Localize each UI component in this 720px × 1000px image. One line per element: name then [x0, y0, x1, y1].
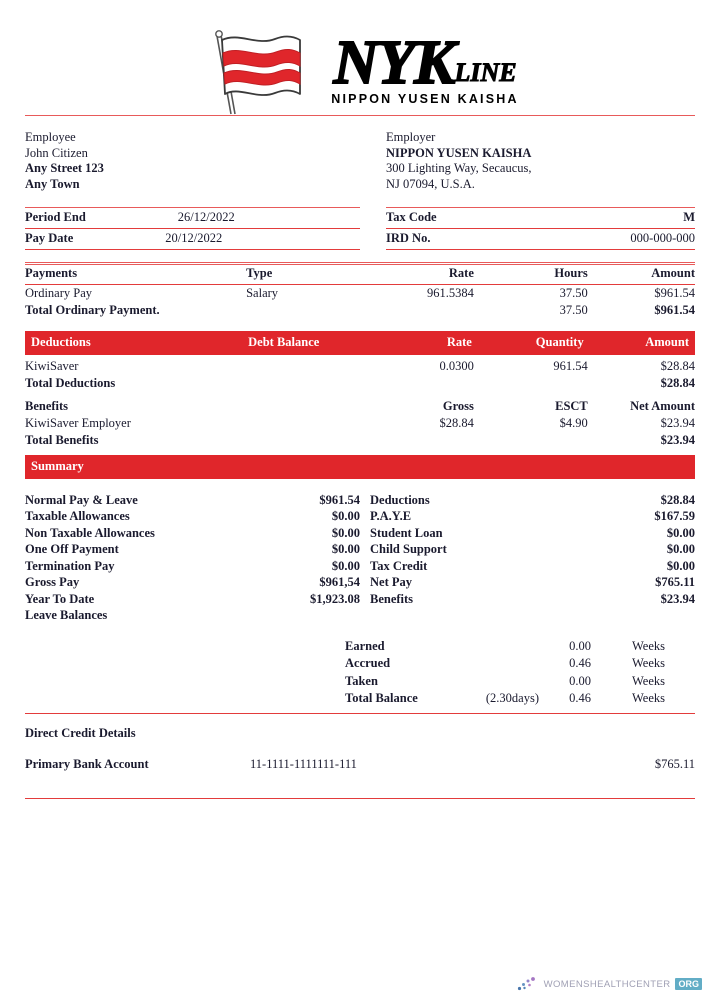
nyk-flag-icon — [201, 26, 313, 118]
ird-row — [386, 229, 695, 250]
summary-left-value-6: $1,923.08 — [310, 591, 360, 606]
summary-left-value-3: $0.00 — [331, 542, 360, 556]
payments-header-type: Type — [246, 266, 273, 280]
benefits-total-row — [25, 432, 695, 449]
leave-row-value-3: 0.46 — [569, 691, 591, 705]
summary-left-label-3: One Off Payment — [25, 542, 119, 556]
employer-address-1: 300 Lighting Way, Secaucus, — [386, 161, 532, 175]
table-row — [345, 690, 665, 708]
benefits-header-gross: Gross — [442, 398, 474, 413]
summary-left-value-2: $0.00 — [331, 525, 360, 540]
table-row — [25, 284, 695, 302]
tax-code-value: M — [683, 210, 695, 224]
summary-right-value-6: $23.94 — [660, 591, 695, 606]
employee-block — [25, 130, 360, 250]
deductions-total-amount: $28.84 — [660, 375, 695, 390]
summary-item — [370, 525, 695, 542]
summary-right-value-5: $765.11 — [655, 575, 695, 589]
payment-row-rate: 961.5384 — [427, 285, 474, 300]
leave-row-unit-0: Weeks — [631, 638, 665, 653]
benefit-row-name: KiwiSaver Employer — [25, 415, 131, 430]
benefits-header-row — [25, 398, 695, 415]
payments-total-label: Total Ordinary Payment. — [25, 302, 160, 317]
summary-left-label-7: Leave Balances — [25, 608, 108, 622]
summary-item — [25, 591, 360, 608]
period-end-label: Period End — [25, 210, 86, 224]
payments-section — [25, 262, 695, 319]
summary-item — [370, 492, 695, 509]
dots-icon — [517, 976, 539, 992]
summary-left-label-4: Termination Pay — [25, 558, 115, 573]
summary-right-value-1: $167.59 — [654, 509, 695, 523]
table-row — [345, 638, 665, 656]
benefits-total-amount: $23.94 — [660, 432, 695, 447]
employee-address-1: Any Street 123 — [25, 161, 104, 175]
summary-left-label-6: Year To Date — [25, 591, 95, 606]
table-row — [345, 655, 665, 673]
payment-row-amount: $961.54 — [654, 285, 695, 300]
deduction-row-debt — [246, 358, 360, 375]
benefit-row-net: $23.94 — [660, 415, 695, 430]
leave-row-unit-3: Weeks — [631, 691, 665, 705]
summary-right-column — [360, 492, 695, 624]
payments-total-amount: $961.54 — [654, 302, 695, 317]
summary-item — [25, 492, 360, 509]
tax-code-row — [386, 207, 695, 229]
deductions-header-amount: Amount — [645, 334, 689, 349]
summary-item — [25, 541, 360, 558]
summary-right-label-0: Deductions — [370, 492, 430, 507]
payments-total-row — [25, 302, 695, 319]
benefits-total-label: Total Benefits — [25, 432, 99, 447]
employer-address-2: NJ 07094, U.S.A. — [386, 176, 475, 191]
period-end-value: 26/12/2022 — [177, 210, 235, 224]
summary-left-value-7 — [280, 607, 360, 624]
direct-credit-section — [25, 726, 695, 772]
benefit-row-esct: $4.90 — [559, 415, 588, 430]
employer-name: NIPPON YUSEN KAISHA — [386, 145, 532, 160]
deductions-header-debt: Debt Balance — [248, 334, 320, 349]
summary-item — [25, 558, 360, 575]
summary-left-value-4: $0.00 — [331, 558, 360, 573]
ird-label: IRD No. — [386, 231, 431, 245]
direct-credit-row — [25, 757, 695, 772]
benefits-header-net: Net Amount — [630, 398, 695, 413]
bank-account-number: 11-1111-1111111-111 — [250, 756, 357, 771]
summary-item — [25, 525, 360, 542]
watermark-text: WOMENSHEALTHCENTER — [543, 978, 671, 990]
pay-date-row — [25, 229, 360, 250]
payments-header-hours: Hours — [554, 266, 588, 280]
leave-row-note-0 — [453, 638, 539, 656]
benefits-table — [25, 398, 695, 449]
summary-left-label-5: Gross Pay — [25, 575, 80, 589]
leave-row-name-1: Accrued — [345, 656, 391, 670]
benefits-section — [25, 398, 695, 449]
leave-balances-section — [25, 638, 695, 708]
payments-header-row — [25, 265, 695, 282]
benefits-header-esct: ESCT — [555, 398, 588, 413]
header-divider — [25, 115, 695, 116]
summary-left-label-0: Normal Pay & Leave — [25, 492, 138, 507]
summary-item — [370, 508, 695, 525]
employer-block — [360, 130, 695, 250]
summary-header-band: Summary — [25, 455, 695, 479]
leave-row-note-3: (2.30days) — [485, 691, 539, 705]
summary-left-value-0: $961.54 — [319, 492, 360, 507]
brand-subtitle: NIPPON YUSEN KAISHA — [331, 91, 519, 106]
leave-row-note-1 — [453, 655, 539, 673]
leave-row-unit-1: Weeks — [631, 656, 665, 670]
brand-suffix: LINE — [454, 57, 517, 87]
company-logo — [25, 0, 695, 115]
payments-total-hours: 37.50 — [559, 302, 588, 317]
employer-heading: Employer — [386, 130, 436, 144]
nyk-wordmark — [331, 29, 519, 106]
tax-block — [386, 207, 695, 250]
leave-row-value-1: 0.46 — [569, 656, 591, 670]
parties-section — [25, 130, 695, 250]
summary-item — [25, 508, 360, 525]
payments-table — [25, 265, 695, 319]
summary-right-label-2: Student Loan — [370, 525, 443, 540]
leave-row-name-2: Taken — [345, 673, 378, 688]
leave-row-unit-2: Weeks — [631, 673, 665, 688]
summary-left-label-1: Taxable Allowances — [25, 509, 130, 523]
summary-right-value-3: $0.00 — [666, 542, 695, 556]
watermark — [517, 976, 702, 992]
summary-right-label-1: P.A.Y.E — [370, 509, 412, 523]
summary-item — [370, 541, 695, 558]
leave-row-name-0: Earned — [345, 638, 385, 653]
summary-right-value-2: $0.00 — [666, 525, 695, 540]
summary-right-label-3: Child Support — [370, 542, 447, 556]
deductions-section — [25, 331, 695, 392]
employee-heading: Employee — [25, 130, 76, 144]
pay-date-value: 20/12/2022 — [165, 231, 223, 245]
pay-date-label: Pay Date — [25, 231, 74, 245]
table-row — [25, 415, 695, 432]
leave-row-value-2: 0.00 — [569, 673, 591, 688]
tax-code-label: Tax Code — [386, 210, 437, 224]
footer-rule — [25, 798, 695, 799]
payments-header-amount: Amount — [651, 266, 695, 280]
payment-row-name: Ordinary Pay — [25, 285, 92, 300]
summary-left-column — [25, 492, 360, 624]
table-row — [345, 673, 665, 691]
summary-item — [370, 591, 695, 608]
summary-item — [25, 607, 360, 624]
summary-item — [370, 558, 695, 575]
summary-right-label-6: Benefits — [370, 591, 414, 606]
ird-value: 000-000-000 — [630, 231, 695, 245]
summary-right-label-4: Tax Credit — [370, 558, 428, 573]
deductions-header-name: Deductions — [31, 334, 91, 349]
summary-left-value-1: $0.00 — [331, 509, 360, 523]
summary-item — [370, 574, 695, 591]
payment-row-type: Salary — [246, 285, 279, 300]
deductions-table — [25, 358, 695, 392]
bank-account-amount: $765.11 — [654, 756, 695, 771]
summary-right-value-4: $0.00 — [666, 558, 695, 573]
summary-right-label-5: Net Pay — [370, 575, 412, 589]
payment-row-hours: 37.50 — [559, 285, 588, 300]
summary-left-value-5: $961,54 — [319, 575, 360, 589]
brand-name: NYK — [333, 29, 455, 98]
direct-credit-title: Direct Credit Details — [25, 725, 136, 740]
summary-left-label-2: Non Taxable Allowances — [25, 525, 155, 540]
deduction-row-quantity: 961.54 — [553, 358, 588, 373]
benefits-header-blank — [246, 398, 360, 415]
deduction-row-name: KiwiSaver — [25, 358, 79, 373]
period-end-row — [25, 207, 360, 229]
leave-row-note-2 — [453, 673, 539, 691]
period-block — [25, 207, 360, 250]
deduction-row-rate: 0.0300 — [439, 358, 474, 373]
payments-header-name: Payments — [25, 266, 78, 280]
employee-address-2: Any Town — [25, 176, 80, 191]
deductions-total-row — [25, 375, 695, 392]
summary-right-value-0: $28.84 — [660, 492, 695, 507]
leave-row-name-3: Total Balance — [345, 691, 418, 705]
benefits-header-name: Benefits — [25, 398, 69, 413]
table-row — [25, 358, 695, 375]
deductions-header-band — [25, 331, 695, 355]
summary-item — [25, 574, 360, 591]
leave-row-value-0: 0.00 — [569, 638, 591, 653]
deductions-header-quantity: Quantity — [535, 334, 584, 349]
leave-bottom-rule — [25, 713, 695, 714]
leave-balances-table — [345, 638, 665, 708]
deductions-header-rate: Rate — [446, 334, 472, 349]
benefit-row-gross: $28.84 — [439, 415, 474, 430]
deductions-total-label: Total Deductions — [25, 375, 116, 390]
summary-section — [25, 492, 695, 624]
watermark-org-badge: ORG — [675, 978, 702, 990]
bank-account-label: Primary Bank Account — [25, 756, 149, 771]
employee-name: John Citizen — [25, 145, 88, 160]
payments-header-rate: Rate — [448, 266, 474, 280]
deduction-row-amount: $28.84 — [660, 358, 695, 373]
